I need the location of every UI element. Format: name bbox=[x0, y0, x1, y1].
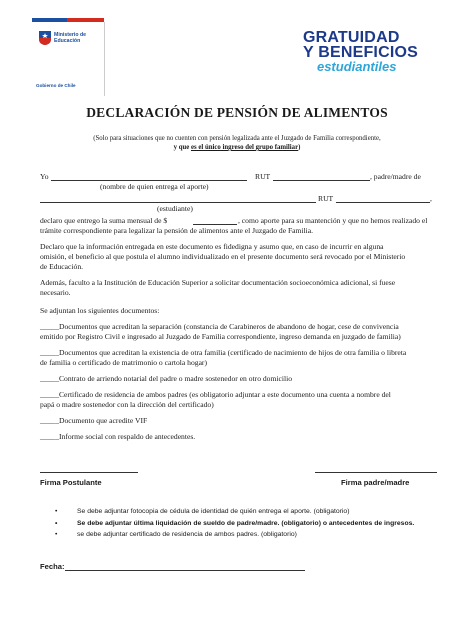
rut-field[interactable] bbox=[273, 180, 370, 181]
p1-line2: omisión, el beneficio al que postula el alumno individualizado en el presente documento será revocado por el Ministerio bbox=[40, 252, 406, 261]
ministry-line1: Ministerio de bbox=[54, 32, 86, 38]
note-item bbox=[55, 529, 414, 541]
p2-line1: Además, faculto a la Institución de Educación Superior a solicitar documentación socioeconómica adicional, si fuese bbox=[40, 278, 396, 287]
signature-line-padre-madre[interactable] bbox=[315, 472, 437, 473]
doc-item-3-line1: _____Contrato de arriendo notarial del padre o madre sostenedor en otro domicilio bbox=[40, 374, 292, 383]
note-item bbox=[55, 518, 414, 530]
student-name-field[interactable] bbox=[40, 202, 316, 203]
student-rut-field[interactable] bbox=[336, 202, 430, 203]
estudiante-hint: (estudiante) bbox=[157, 204, 193, 213]
government-label: Gobierno de Chile bbox=[36, 83, 76, 88]
rut2-label: RUT bbox=[318, 194, 334, 203]
brand-line2: Y BENEFICIOS bbox=[302, 44, 418, 61]
declaro-part-c: trámite correspondiente para legalizar la pensión de alimentos ante el Juzgado de Familia. bbox=[40, 226, 314, 235]
fecha-field[interactable] bbox=[65, 570, 305, 571]
fecha-label: Fecha: bbox=[40, 562, 65, 571]
logo-box bbox=[32, 22, 105, 96]
page-title: DECLARACIÓN DE PENSIÓN DE ALIMENTOS bbox=[86, 105, 388, 120]
subtitle-line2 bbox=[0, 143, 474, 152]
doc-item-4-line2: papá o madre sostenedor con la dirección del certificado) bbox=[40, 400, 214, 409]
doc-item-5-line1: _____Documento que acredite VIF bbox=[40, 416, 148, 425]
subtitle-line1: (Solo para situaciones que no cuenten con pensión legalizada ante el Juzgado de Familia correspondiente, bbox=[93, 135, 381, 142]
declaro-part-a: declaro que entrego la suma mensual de $ bbox=[40, 216, 168, 225]
subtitle-underlined: es el único ingreso del grupo familiar bbox=[190, 144, 299, 151]
note-item bbox=[55, 506, 414, 518]
amount-field[interactable] bbox=[193, 224, 237, 225]
note-text: Se debe adjuntar fotocopia de cédula de identidad de quién entrega el aporte. (obligatorio) bbox=[77, 508, 350, 515]
subtitle-suffix: ) bbox=[298, 144, 301, 151]
brand-line1: GRATUIDAD bbox=[302, 29, 400, 46]
subtitle bbox=[0, 134, 474, 152]
p1-line1: Declaro que la información entregada en este documento es fidedigna y asumo que, en caso de incurrir en alguna bbox=[40, 242, 384, 251]
bullet-icon: • bbox=[55, 519, 58, 527]
padre-madre-label: , padre/madre de bbox=[370, 172, 421, 181]
doc-item-2-line2: de familia o certificado de matrimonio o cartola hogar) bbox=[40, 358, 207, 367]
doc-item-1-line2: emitido por Registro Civil e ingresado al Juzgado de Familia correspondiente, ingreso demanda en juzgado de familia) bbox=[40, 332, 401, 341]
bullet-icon: • bbox=[55, 531, 58, 538]
p1-line3: de Educación. bbox=[40, 262, 84, 271]
bullet-icon: • bbox=[55, 508, 58, 515]
rut-label: RUT bbox=[255, 172, 271, 181]
note-text: Se debe adjuntar última liquidación de sueldo de padre/madre. (obligatorio) o antecedentes de ingresos. bbox=[77, 519, 415, 527]
brand-logo bbox=[303, 30, 418, 73]
signature-line-postulante[interactable] bbox=[40, 472, 138, 473]
yo-label: Yo bbox=[40, 172, 49, 181]
notes-list bbox=[55, 506, 414, 541]
note-text: se debe adjuntar certificado de residencia de ambos padres. (obligatorio) bbox=[77, 531, 297, 538]
doc-item-4-line1: _____Certificado de residencia de ambos padres (es obligatorio adjuntar a este documento una cuenta a nombre del bbox=[40, 390, 391, 399]
p3-line: Se adjuntan los siguientes documentos: bbox=[40, 306, 160, 315]
declaro-part-b: , como aporte para su mantención y que no hemos realizado el bbox=[238, 216, 428, 225]
signature-label-postulante: Firma Postulante bbox=[40, 478, 102, 487]
ministry-line2: Educación bbox=[54, 38, 81, 44]
p2-line2: necesario. bbox=[40, 288, 71, 297]
doc-item-2-line1: _____Documentos que acreditan la existencia de otra familia (certificado de nacimiento de hijos de otra familia o libreta bbox=[40, 348, 407, 357]
coat-of-arms-icon bbox=[38, 30, 52, 46]
doc-item-6-line1: _____Informe social con respaldo de antecedentes. bbox=[40, 432, 196, 441]
subtitle-prefix: y que bbox=[173, 144, 191, 151]
gobierno-logo bbox=[32, 18, 104, 96]
doc-item-1-line1: _____Documentos que acreditan la separación (constancia de Carabineros de abandono de hogar, cese de convivencia bbox=[40, 322, 399, 331]
signature-label-padre-madre: Firma padre/madre bbox=[341, 478, 410, 487]
nombre-entrega-hint: (nombre de quien entrega el aporte) bbox=[100, 182, 209, 191]
comma: , bbox=[430, 194, 432, 203]
yo-name-field[interactable] bbox=[51, 180, 247, 181]
brand-line3: estudiantiles bbox=[316, 59, 397, 74]
